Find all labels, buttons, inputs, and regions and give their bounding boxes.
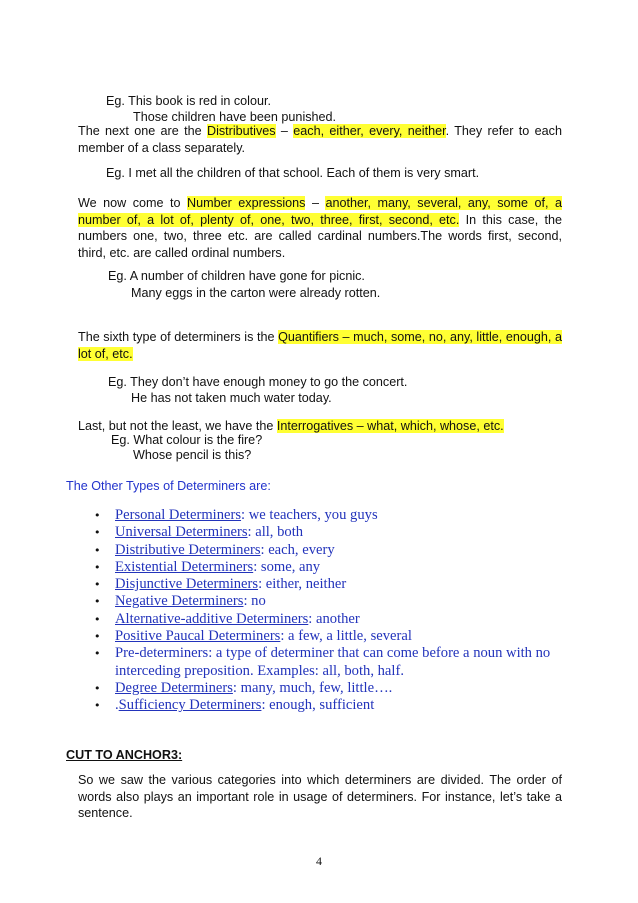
other-type-description: : some, any: [253, 558, 321, 575]
other-type-term: Disjunctive Determiners: [115, 576, 259, 593]
closing-paragraph: So we saw the various categories into which determiners are divided. The order of words also plays an important role in usage of determiners. For instance, let’s take a sentence.: [78, 773, 562, 820]
paragraph-distributives: [78, 123, 562, 156]
distributives-rest: . They refer to each member of a class separately.: [78, 124, 562, 155]
other-type-item: [94, 507, 564, 524]
example-met-children: Eg. I met all the children of that school. Each of them is very smart.: [106, 166, 480, 180]
other-type-item: [94, 680, 564, 697]
example-picnic: Eg. A number of children have gone for picnic.: [108, 269, 365, 283]
other-type-term: Existential Determiners: [115, 558, 254, 575]
other-types-heading: The Other Types of Determiners are:: [66, 479, 271, 493]
paragraph-number-expressions: [78, 195, 562, 261]
distributives-dash: –: [275, 124, 294, 138]
other-type-item: [94, 576, 564, 593]
example-pencil: Whose pencil is this?: [133, 448, 252, 462]
other-type-description: : no: [243, 593, 266, 610]
example-punished: Those children have been punished.: [133, 110, 337, 124]
other-type-prefix: .: [115, 697, 119, 714]
page-number: 4: [316, 854, 322, 868]
other-type-description: : enough, sufficient: [261, 697, 375, 714]
example-red-book: Eg. This book is red in colour.: [106, 94, 271, 108]
other-type-term: Distributive Determiners: [115, 541, 261, 558]
distributives-list: each, either, every, neither: [293, 124, 446, 138]
number-expr-intro: We now come to: [78, 196, 187, 210]
number-expr-rest: In this case, the numbers one, two, three etc. are called cardinal numbers.The words first, second, third, etc. are called ordinal numbers.: [78, 212, 562, 260]
other-type-term: Negative Determiners: [115, 593, 244, 610]
example-water: He has not taken much water today.: [131, 391, 332, 405]
paragraph-quantifiers: [78, 329, 562, 362]
number-expr-list: another, many, several, any, some of, a number of, a lot of, plenty of, one, two, three, first, second, etc.: [78, 196, 562, 227]
other-type-term: Degree Determiners: [115, 679, 233, 696]
other-types-list: [94, 507, 564, 715]
other-type-term: Positive Paucal Determiners: [115, 628, 281, 645]
quantifiers-term: Quantifiers – much, some, no, any, little, enough, a lot of, etc.: [78, 330, 562, 361]
other-type-term: Universal Determiners: [115, 524, 248, 541]
other-type-item: [94, 697, 564, 714]
other-type-description: Pre-determiners: a type of determiner that can come before a noun with no interceding preposition. Examples: all, both, half.: [115, 645, 551, 679]
example-colour: Eg. What colour is the fire?: [111, 433, 263, 447]
other-type-description: : either, neither: [258, 576, 347, 593]
distributives-term: Distributives: [206, 124, 276, 138]
other-type-item: [94, 611, 564, 628]
example-money: Eg. They don’t have enough money to go the concert.: [108, 375, 408, 389]
number-expr-dash: –: [305, 196, 326, 210]
interrogatives-intro: Last, but not the least, we have the: [78, 419, 277, 433]
anchor-heading: [66, 748, 214, 762]
other-type-description: : all, both: [247, 524, 304, 541]
other-type-item: [94, 628, 564, 645]
anchor-label: CUT TO ANCHOR3:: [66, 748, 183, 762]
distributives-intro: The next one are the: [78, 124, 207, 138]
other-type-item: [94, 645, 564, 680]
other-type-item: [94, 542, 564, 559]
example-eggs: Many eggs in the carton were already rotten.: [131, 286, 381, 300]
other-type-description: : we teachers, you guys: [241, 507, 378, 523]
quantifiers-intro: The sixth type of determiners is the: [78, 330, 279, 344]
other-type-term: Sufficiency Determiners: [118, 697, 262, 714]
other-type-item: [94, 593, 564, 610]
other-type-term: Personal Determiners: [115, 507, 242, 523]
other-type-term: Alternative-additive Determiners: [115, 610, 309, 627]
other-type-item: [94, 524, 564, 541]
other-type-description: : another: [308, 610, 360, 627]
other-type-description: : a few, a little, several: [280, 628, 412, 645]
other-type-description: : many, much, few, little….: [232, 679, 393, 696]
other-type-description: : each, every: [260, 541, 335, 558]
interrogatives-term: Interrogatives – what, which, whose, etc.: [276, 419, 504, 433]
number-expr-term: Number expressions: [187, 196, 306, 210]
other-type-item: [94, 559, 564, 576]
